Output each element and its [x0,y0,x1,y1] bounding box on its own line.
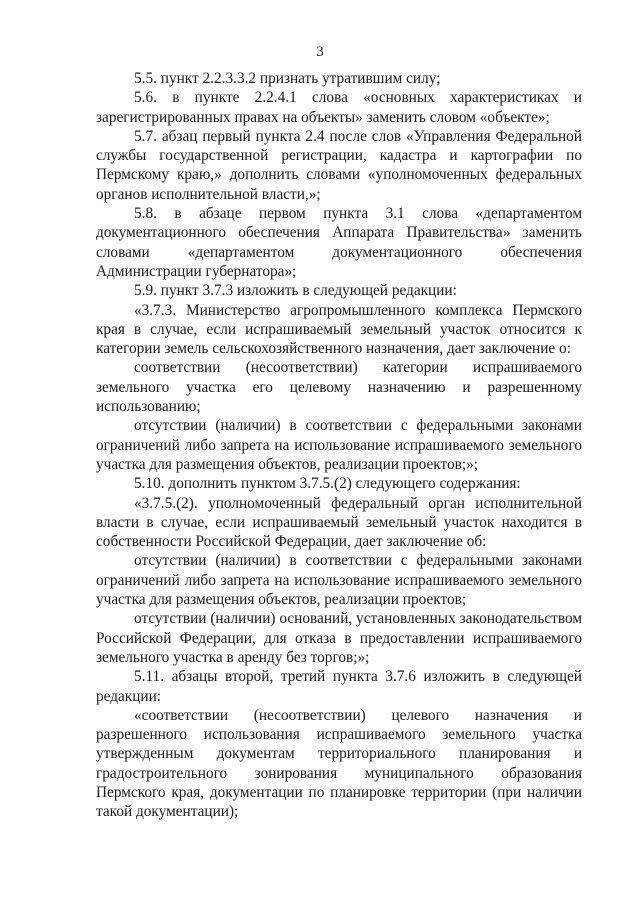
paragraph-restrictions: отсутствии (наличии) в соответствии с федеральными законами ограничений либо запрета на использование испрашиваемого земельного участка для размещения объектов, реализации проектов;»; [96,417,582,473]
paragraph-5-11: 5.11. абзацы второй, третий пункта 3.7.6 изложить в следующей редакции: [96,668,582,705]
paragraph-3-7-3: «3.7.3. Министерство агропромышленного комплекса Пермского края в случае, если испрашиваемый земельный участок относится к категории земель сельскохозяйственного назначения, дает заключение о: [96,301,582,358]
paragraph-purpose-conformity: «соответствии (несоответствии) целевого назначения и разрешенного использования испрашиваемого земельного участка утвержденным документам территориального планирования и градостроительного зонирования муниципального образования Пермского края, документации по планировке территории (при наличии такой документации); [96,706,582,821]
page-number: 3 [316,44,324,60]
paragraph-refusal-grounds: отсутствии (наличии) оснований, установленных законодательством Российской Федерации, для отказа в предоставлении испрашиваемого земельного участка в аренду без торгов;»; [96,610,582,666]
paragraph-5-7: 5.7. абзац первый пункта 2.4 после слов «Управления Федеральной службы государственной регистрации, кадастра и картографии по Пермскому краю,» дополнить словами «уполномоченных федеральных органов исполнительной власти,»; [96,127,582,203]
paragraph-federal-restrictions: отсутствии (наличии) в соответствии с федеральными законами ограничений либо запрета на использование испрашиваемого земельного участка для размещения объектов, реализации проектов; [96,552,582,609]
document-body [96,69,582,822]
paragraph-conformity: соответствии (несоответствии) категории испрашиваемого земельного участка его целевому назначению и разрешенному использованию; [96,359,582,416]
paragraph-5-5: 5.5. пункт 2.2.3.3.2 признать утратившим силу; [134,70,441,87]
paragraph-3-7-5-2: «3.7.5.(2). уполномоченный федеральный орган исполнительной власти в случае, если испрашиваемый земельный участок находится в собственности Российской Федерации, дает заключение об: [96,494,582,551]
paragraph-5-9: 5.9. пункт 3.7.3 изложить в следующей редакции: [134,282,457,300]
paragraph-5-10: 5.10. дополнить пунктом 3.7.5.(2) следующего содержания: [134,475,521,493]
paragraph-5-8: 5.8. в абзаце первом пункта 3.1 слова «департаментом документационного обеспечения Аппарата Правительства» заменить словами «департаментом документационного обеспечения Администрации губернатора»; [96,205,582,280]
paragraph-5-6: 5.6. в пункте 2.2.4.1 слова «основных характеристиках и зарегистрированных правах на объекты» заменить словом «объекте»; [96,89,582,126]
